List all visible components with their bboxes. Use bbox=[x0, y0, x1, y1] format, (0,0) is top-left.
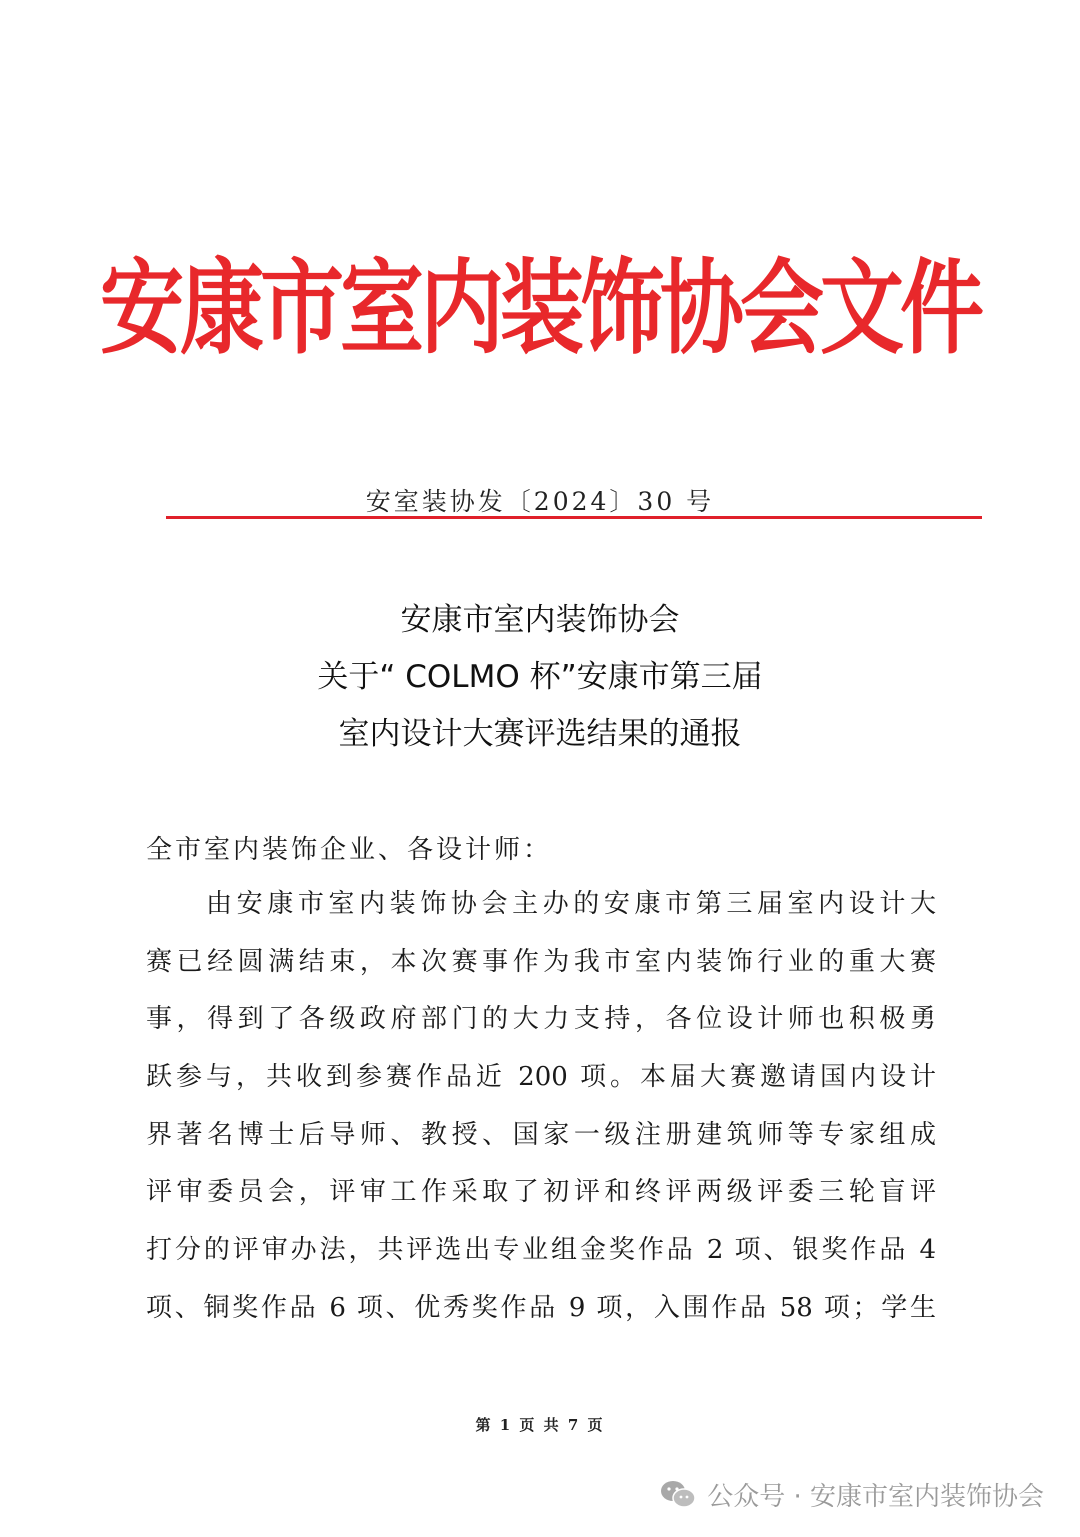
body-line: 项、铜奖作品 6 项、优秀奖作品 9 项，入围作品 58 项；学生 bbox=[146, 1292, 936, 1323]
document-number: 安室装协发〔2024〕30 号 bbox=[365, 487, 715, 516]
wechat-icon bbox=[659, 1479, 697, 1509]
title-line: 室内设计大赛评选结果的通报 bbox=[338, 716, 742, 752]
salutation: 全市室内装饰企业、各设计师： bbox=[146, 835, 553, 865]
body-line: 由安康市室内装饰协会主办的安康市第三届室内设计大 bbox=[206, 889, 936, 919]
watermark-text: 公众号 · 安康市室内装饰协会 bbox=[707, 1481, 1044, 1512]
notice-body bbox=[146, 824, 936, 1338]
body-line: 打分的评审办法，共评选出专业组金奖作品 2 项、银奖作品 4 bbox=[146, 1235, 936, 1266]
body-line: 事，得到了各级政府部门的大力支持，各位设计师也积极勇 bbox=[146, 1004, 936, 1035]
masthead-title: 安康市室内装饰协会文件 bbox=[99, 248, 980, 368]
body-line: 评审委员会，评审工作采取了初评和终评两级评委三轮盲评 bbox=[146, 1177, 936, 1208]
notice-title bbox=[0, 592, 1080, 763]
wechat-watermark bbox=[659, 1474, 1044, 1514]
body-line: 赛已经圆满结束，本次赛事作为我市室内装饰行业的重大赛 bbox=[146, 946, 936, 977]
body-paragraph bbox=[146, 876, 936, 1338]
body-line: 界著名博士后导师、教授、国家一级注册建筑师等专家组成 bbox=[146, 1119, 936, 1150]
title-line: 安康市室内装饰协会 bbox=[400, 602, 680, 638]
body-line: 跃参与，共收到参赛作品近 200 项。本届大赛邀请国内设计 bbox=[146, 1062, 936, 1093]
page-number: 第 1 页 共 7 页 bbox=[475, 1416, 605, 1434]
red-divider-line bbox=[166, 516, 982, 519]
title-line: 关于“ COLMO 杯”安康市第三届 bbox=[317, 659, 763, 695]
